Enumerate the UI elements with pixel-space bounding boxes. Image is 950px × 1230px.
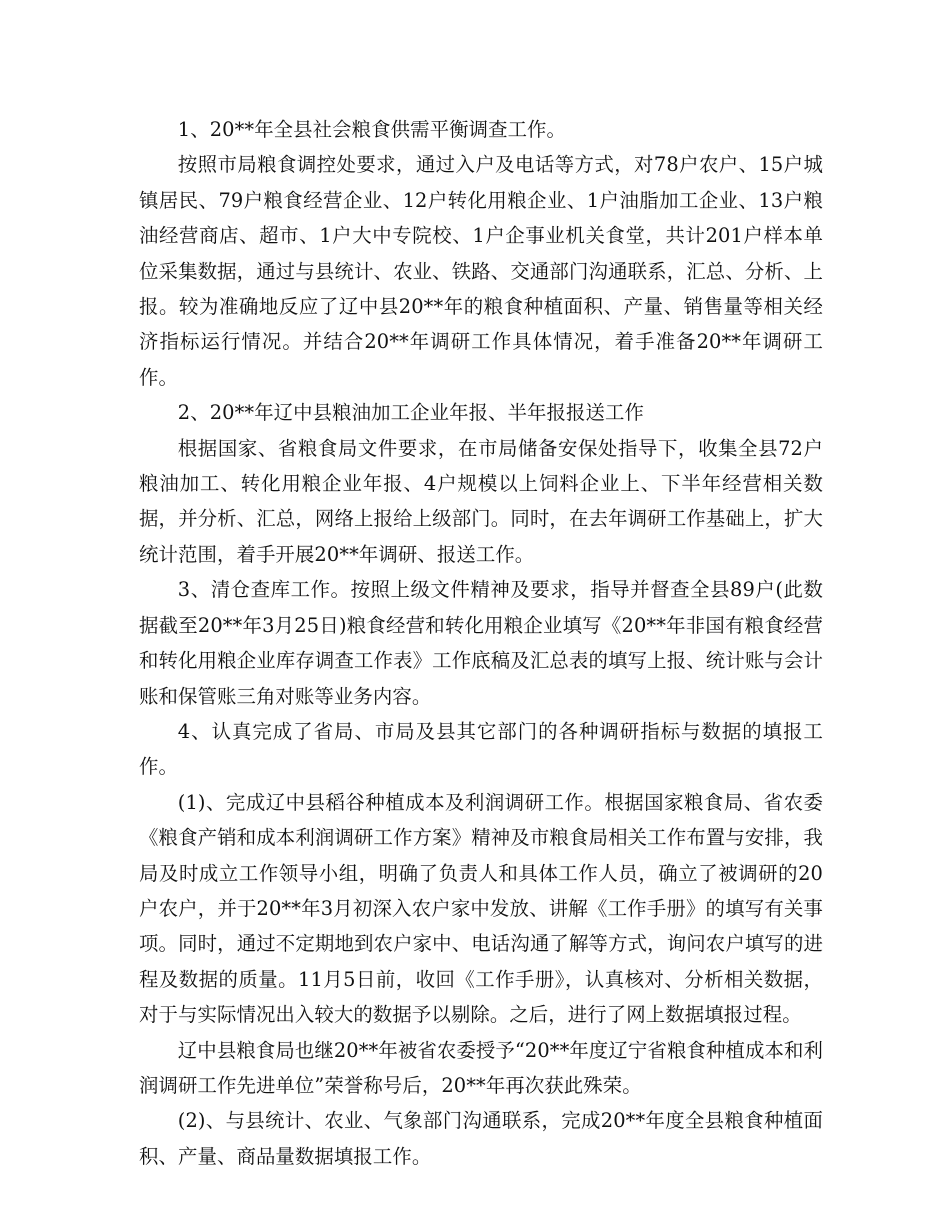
paragraph-4-2-body: (2)、与县统计、农业、气象部门沟通联系，完成20**年度全县粮食种植面积、产量、商品量数据填报工作。 [139,1109,823,1168]
paragraph-3-body: 3、清仓查库工作。按照上级文件精神及要求，指导并督查全县89户(此数据截至20**年3月25日)粮食经营和转化用粮企业填写《20**年非国有粮食经营和转化用粮企业库存调查工作表》工作底稿及汇总表的填写上报、统计账与会计账和保管账三角对账等业务内容。 [139,578,823,708]
paragraph-1-body: 按照市局粮食调控处要求，通过入户及电话等方式，对78户农户、15户城镇居民、79户粮食经营企业、12户转化用粮企业、1户油脂加工企业、13户粮油经营商店、超市、1户大中专院校、1户企事业机关食堂，共计201户样本单位采集数据，通过与县统计、农业、铁路、交通部门沟通联系，汇总、分析、上报。较为准确地反应了辽中县20**年的粮食种植面积、产量、销售量等相关经济指标运行情况。并结合20**年调研工作具体情况，着手准备20**年调研工作。 [139,153,823,389]
paragraph-2-body: 根据国家、省粮食局文件要求，在市局储备安保处指导下，收集全县72户粮油加工、转化用粮企业年报、4户规模以上饲料企业上、下半年经营相关数据，并分析、汇总，网络上报给上级部门。同时，在去年调研工作基础上，扩大统计范围，着手开展20**年调研、报送工作。 [139,436,823,566]
paragraph-2-heading: 2、20**年辽中县粮油加工企业年报、半年报报送工作 [177,401,645,425]
paragraph-4-1-body: (1)、完成辽中县稻谷种植成本及利润调研工作。根据国家粮食局、省农委《粮食产销和成本利润调研工作方案》精神及市粮食局相关工作布置与安排，我局及时成立工作领导小组，明确了负责人和具体工作人员，确立了被调研的20户农户，并于20**年3月初深入农户家中发放、讲解《工作手册》的填写有关事项。同时，通过不定期地到农户家中、电话沟通了解等方式，询问农户填写的进程及数据的质量。11月5日前，收回《工作手册》，认真核对、分析相关数据，对于与实际情况出入较大的数据予以剔除。之后，进行了网上数据填报过程。 [139,790,823,1027]
document-page [139,112,823,1174]
paragraph-4-heading: 4、认真完成了省局、市局及县其它部门的各种调研指标与数据的填报工作。 [139,719,823,779]
paragraph-award-note: 辽中县粮食局也继20**年被省农委授予“20**年度辽宁省粮食种植成本和利润调研工作先进单位”荣誉称号后，20**年再次获此殊荣。 [139,1038,823,1097]
paragraph-1-heading: 1、20**年全县社会粮食供需平衡调查工作。 [177,118,567,141]
